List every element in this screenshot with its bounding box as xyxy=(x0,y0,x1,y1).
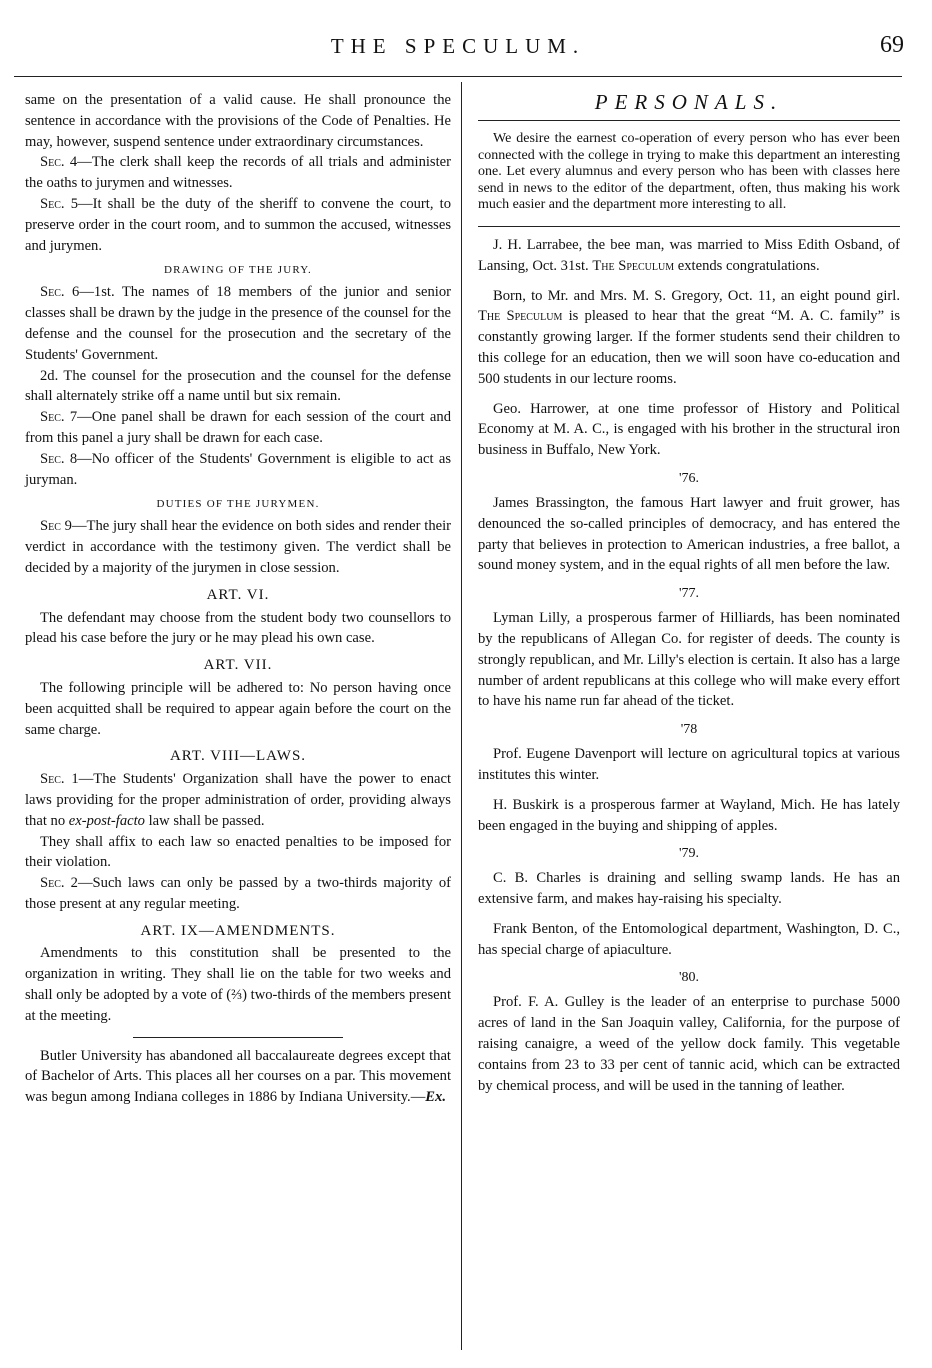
section-text: —The jury shall hear the evidence on both sides and render their verdict in accordance with the testimony given. The verdict shall be decided by a majority of the jurymen in close session. xyxy=(25,518,452,576)
subheading-duties-of-jurymen: DUTIES OF THE JURYMEN. xyxy=(156,498,320,511)
section-label: Sec 9 xyxy=(40,518,72,535)
article-8-section-1 xyxy=(25,769,451,831)
journal-name: The Speculum xyxy=(592,257,675,274)
section-text: —No officer of the Students' Government is eligible to act as juryman. xyxy=(25,450,451,488)
article-8-section-2 xyxy=(25,873,451,915)
section-text: —One panel shall be drawn for each session of the court and from this panel a jury shall be drawn for each case. xyxy=(25,409,451,446)
personal-item xyxy=(478,608,900,712)
section-label: Sec. 2 xyxy=(40,875,78,892)
section-6 xyxy=(25,282,451,365)
article-6-heading: ART. VI. xyxy=(206,586,270,603)
item-text: extends congratulations. xyxy=(674,257,820,274)
section-text: —1st. The names of 18 members of the junior and senior classes shall be drawn by the judge in the presence of the counsel for the defense and the counsel for the prosecution and the secretary of the Students' Government. xyxy=(25,284,451,363)
class-year-heading: '80. xyxy=(678,970,700,986)
section-6-2d: 2d. The counsel for the prosecution and the counsel for the defense shall alternately strike off a name until but six remain. xyxy=(25,367,451,405)
section-text: —Such laws can only be passed by a two-thirds majority of those present at any regular meeting. xyxy=(25,875,451,912)
subheading-drawing-of-jury: DRAWING OF THE JURY. xyxy=(163,264,312,277)
personal-item xyxy=(478,399,900,461)
item-text: Geo. Harrower, at one time professor of History and Political Economy at M. A. C., is engaged with his brother in the structural iron business in Buffalo, New York. xyxy=(478,400,900,459)
journal-name: The Speculum xyxy=(478,308,563,325)
article-9-heading: ART. IX—AMENDMENTS. xyxy=(140,922,336,939)
butler-university-note xyxy=(25,1046,451,1108)
personal-item xyxy=(478,919,900,961)
section-label: Sec. 7 xyxy=(40,409,78,426)
article-9-text: Amendments to this constitution shall be presented to the organization in writing. They shall lie on the table for two weeks and shall only be adopted by a vote of (⅔) two-thirds of the members present at the meeting. xyxy=(25,945,451,1024)
section-text: —The clerk shall keep the records of all trials and administer the oaths to jurymen and witnesses. xyxy=(25,154,451,192)
section-text: —The Students' Organization shall have the power to enact laws providing for the proper administration of order, providing always that no xyxy=(25,771,451,829)
section-5 xyxy=(25,194,451,256)
item-text: James Brassington, the famous Hart lawyer and fruit grower, has denounced the so-called principles of democracy, and has entered the party that believes in protection to American industries, a free ballot, a sound money system, and in the equal rights of all men before the law. xyxy=(478,494,900,574)
article-6-text: The defendant may choose from the student body two counsellors to plead his case before the jury or he may plead his own case. xyxy=(25,609,451,647)
section-text: —It shall be the duty of the sheriff to convene the court, to preserve order in the court room, and to summon the accused, witnesses and jurymen. xyxy=(25,195,451,254)
item-text: Born, to Mr. and Mrs. M. S. Gregory, Oct. 11, an eight pound girl. xyxy=(493,287,900,304)
item-text: Prof. Eugene Davenport will lecture on agricultural topics at various institutes this winter. xyxy=(478,746,900,783)
personal-item xyxy=(478,286,900,390)
article-7-text: The following principle will be adhered to: No person having once been acquitted shall be required to appear again before the court on the same charge. xyxy=(25,679,451,738)
class-year-heading: '77. xyxy=(678,586,700,602)
heading-rule xyxy=(478,120,900,121)
paragraph: same on the presentation of a valid cause. He shall pronounce the sentence in accordance with the provisions of the Code of Penalties. He may, however, suspend sentence under extraordinary circumstances. xyxy=(25,92,451,150)
journal-title: THE SPECULUM. xyxy=(330,34,586,58)
personal-item xyxy=(478,992,900,1096)
separator-rule xyxy=(133,1037,343,1038)
left-column xyxy=(25,90,451,1108)
header-rule xyxy=(14,76,902,77)
section-label: Sec. 1 xyxy=(40,771,79,788)
page-header xyxy=(14,0,902,78)
item-text: J. H. Larrabee, the bee man, was married to Miss Edith Osband, of Lansing, Oct. 31st. xyxy=(478,236,900,274)
right-column xyxy=(478,90,900,1105)
personal-item xyxy=(478,868,900,910)
section-label: Sec. 8 xyxy=(40,450,78,467)
note-text: Butler University has abandoned all baccalaureate degrees except that of Bachelor of Arts. This places all her courses on a par. This movement was begun among Indiana colleges in 1886 by Indiana University.— xyxy=(25,1047,451,1106)
item-text: is pleased to hear that the great “M. A. C. family” is constantly growing larger. If the former students send their children to this college for an education, then we will soon have co-education and 500 students in our lecture rooms. xyxy=(478,308,901,387)
section-9 xyxy=(25,516,451,578)
section-label: Sec. 6 xyxy=(40,284,80,301)
article-8-heading: ART. VIII—LAWS. xyxy=(169,748,307,765)
section-label: Sec. 4 xyxy=(40,154,78,171)
personals-list xyxy=(478,235,900,1097)
column-divider xyxy=(461,82,462,1350)
article-8-affix: They shall affix to each law so enacted penalties to be imposed for their violation. xyxy=(25,833,451,871)
personal-item xyxy=(478,493,900,576)
personal-item xyxy=(478,235,900,277)
class-year-heading: '79. xyxy=(678,846,700,862)
section-4 xyxy=(25,152,451,194)
section-label: Sec. 5 xyxy=(40,195,78,212)
section-text: law shall be passed. xyxy=(144,812,265,829)
personals-heading: PERSONALS. xyxy=(594,90,784,114)
item-text: Prof. F. A. Gulley is the leader of an enterprise to purchase 5000 acres of land in the San Joaquin valley, California, for the purpose of raising canaigre, a weed of the yellow dock family. This vegetable contains from 23 to 33 per cent of tannic acid, which can be extracted by chemical process, and will be used in the tanning of leather. xyxy=(478,994,900,1094)
item-text: Frank Benton, of the Entomological department, Washington, D. C., has special charge of apiaculture. xyxy=(478,920,900,958)
personal-item xyxy=(478,744,900,786)
class-year-heading: '78 xyxy=(680,722,698,738)
section-8 xyxy=(25,449,451,491)
personals-intro: We desire the earnest co-operation of every person who has ever been connected with the college in trying to make this department an interesting one. Let every alumnus and every person who has been with classes here send in news to the editor of the department, often, thus making his work much easier and the department more interesting to all. xyxy=(478,131,900,213)
item-text: Lyman Lilly, a prosperous farmer of Hilliards, has been nominated by the republicans of Allegan Co. for register of deeds. The county is strongly republican, and Mr. Lilly's election is certain. It also has a large number of ardent republicans at this college who will make every effort to have his name run far ahead of the ticket. xyxy=(478,610,900,710)
personal-item xyxy=(478,795,900,837)
item-text: C. B. Charles is draining and selling swamp lands. He has an extensive farm, and makes hay-raising his specialty. xyxy=(478,870,900,908)
item-text: H. Buskirk is a prosperous farmer at Wayland, Mich. He has lately been engaged in the buying and shipping of apples. xyxy=(478,796,900,834)
class-year-heading: '76. xyxy=(678,470,700,486)
page-number: 69 xyxy=(880,32,904,58)
section-7 xyxy=(25,407,451,449)
intro-rule xyxy=(478,226,900,227)
italic-term: ex-post-facto xyxy=(68,812,145,829)
source-attribution: Ex. xyxy=(425,1089,446,1106)
article-7-heading: ART. VII. xyxy=(203,657,273,674)
